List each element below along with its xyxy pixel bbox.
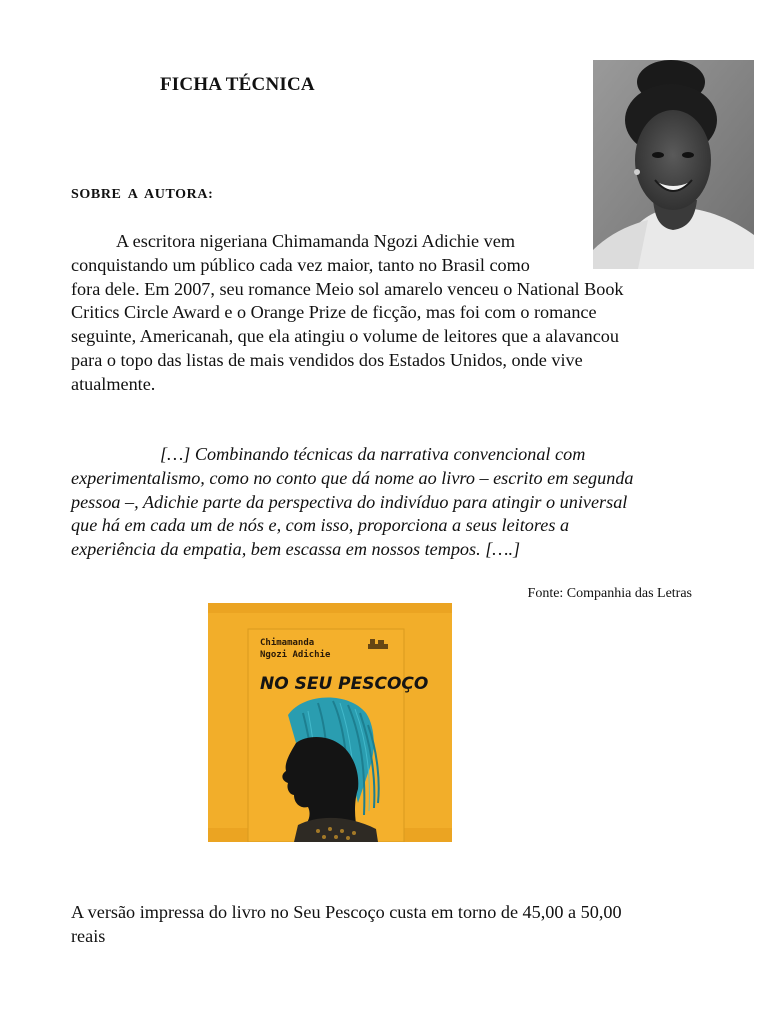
bio-line: fora dele. Em 2007, seu romance Meio sol amarelo venceu o National Book [71, 278, 624, 299]
bio-line: seguinte, Americanah, que ela atingiu o volume de leitores que a alavancou [71, 326, 619, 347]
book-cover-image [208, 603, 452, 842]
quote-line: que há em cada um de nós e, com isso, proporciona a seus leitores a [71, 515, 570, 536]
quote-source: Fonte: Companhia das Letras [527, 586, 692, 601]
book-author-line-1: Chimamanda [260, 638, 315, 648]
section-heading-about-author: SOBRE A AUTORA: [71, 187, 214, 202]
book-quote [71, 443, 711, 562]
quote-line: […] Combinando técnicas da narrativa convencional com [160, 444, 586, 464]
book-title: NO SEU PESCOÇO [260, 674, 429, 694]
book-author-line-2: Ngozi Adichie [260, 650, 331, 660]
price-paragraph [71, 901, 711, 949]
quote-line: experimentalismo, como no conto que dá nome ao livro – escrito em segunda [71, 467, 634, 488]
quote-line: experiência da empatia, bem escassa em nossos tempos. [….] [71, 539, 521, 560]
bio-line: atualmente. [71, 373, 156, 394]
quote-line: pessoa –, Adichie parte da perspectiva do indivíduo para atingir o universal [71, 491, 628, 512]
bio-line: conquistando um público cada vez maior, tanto no Brasil como [71, 254, 530, 275]
bio-line: A escritora nigeriana Chimamanda Ngozi Adichie vem [116, 231, 515, 251]
price-line: A versão impressa do livro no Seu Pescoço custa em torno de 45,00 a 50,00 [71, 902, 622, 922]
author-bio [71, 230, 711, 397]
bio-line: para o topo das listas de mais vendidos dos Estados Unidos, onde vive [71, 349, 583, 370]
bio-line: Critics Circle Award e o Orange Prize de ficção, mas foi com o romance [71, 302, 597, 323]
page-title: FICHA TÉCNICA [160, 74, 315, 95]
price-line: reais [71, 925, 106, 946]
